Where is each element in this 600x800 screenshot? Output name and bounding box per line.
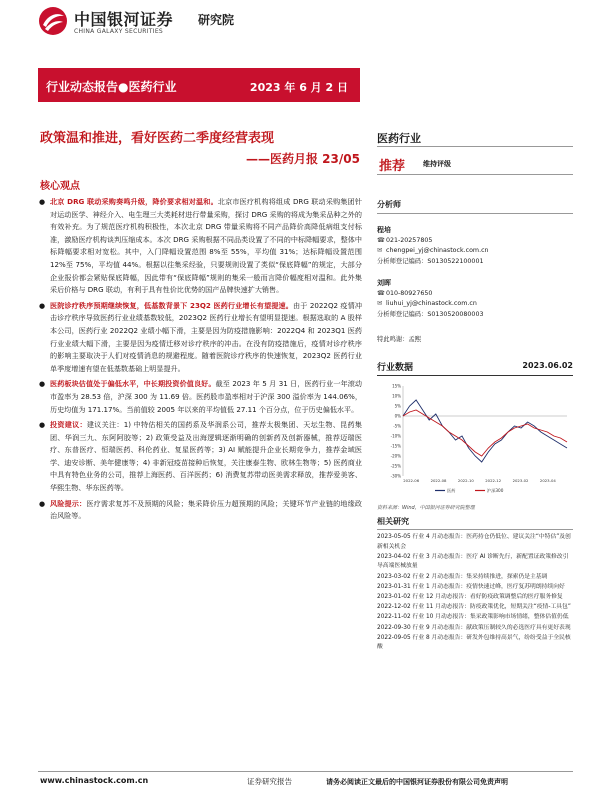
analyst-heading: 分析师 bbox=[377, 199, 573, 214]
chart-header bbox=[377, 360, 573, 376]
chart-source: 资料来源：Wind，中国银河证券研究院整理 bbox=[377, 505, 475, 511]
analyst-card bbox=[377, 278, 573, 320]
research-institute: 研究院 bbox=[198, 13, 235, 27]
acknowledgement: 特此鸣谢：孟熙 bbox=[377, 336, 422, 343]
company-logo bbox=[38, 6, 248, 36]
rating-box bbox=[377, 153, 573, 175]
y-tick-label: -10% bbox=[390, 433, 401, 439]
galaxy-logo-icon bbox=[38, 6, 68, 36]
related-item[interactable]: 2023-01-02 行业 12 月动态报告：看好防疫政策调整后的医疗服务修复 bbox=[377, 593, 563, 600]
bullet-body: 医疗需求复苏不及预期的风险；集采降价压力超预期的风险；关键环节产业链的地缘政治风险等。 bbox=[50, 498, 363, 521]
y-tick-label: -20% bbox=[390, 453, 401, 459]
report-date: 2023 年 6 月 2 日 bbox=[249, 81, 348, 94]
legend-label: 医药 bbox=[447, 488, 456, 493]
main-content bbox=[39, 196, 363, 526]
related-item[interactable]: 2023-03-02 行业 2 月动态报告：集采持续推进，探索仍是主基调 bbox=[377, 573, 548, 580]
y-tick-label: 5% bbox=[394, 403, 401, 409]
rating: 推荐 bbox=[379, 159, 406, 174]
y-tick-label: -25% bbox=[390, 463, 401, 469]
x-tick-label: 2022-10 bbox=[457, 478, 474, 483]
related-item[interactable]: 2022-09-05 行业 8 月动态报告：研发外包维持高景气，纷纷受益于全民核酸 bbox=[377, 634, 571, 651]
y-tick-label: -5% bbox=[393, 423, 401, 429]
footer-url[interactable]: www.chinastock.com.cn bbox=[40, 776, 149, 785]
sidebar bbox=[377, 130, 573, 343]
footer-divider bbox=[38, 771, 573, 772]
email-icon: ✉ bbox=[377, 247, 383, 254]
x-tick-label: 2022-06 bbox=[403, 478, 420, 483]
footer-label: 证券研究报告 bbox=[247, 777, 292, 786]
report-title: 政策温和推进，看好医药二季度经营表现 bbox=[40, 131, 275, 146]
bullet-point bbox=[39, 378, 363, 416]
chart-date: 2023.06.02 bbox=[522, 361, 573, 370]
analyst-phone: 021-20257805 bbox=[386, 236, 433, 244]
related-list bbox=[377, 533, 573, 653]
chart-heading: 行业数据 bbox=[377, 363, 414, 373]
analyst-email[interactable]: liuhui_yj@chinastock.com.cn bbox=[386, 300, 477, 307]
bullet-lead: 北京 DRG 联动采购奏鸣升级，降价要求相对温和。 bbox=[50, 197, 218, 206]
related-item[interactable]: 2023-05-05 行业 4 月动态报告：医药持仓仍低位、建议关注“中特估”及创新相关机会 bbox=[377, 534, 571, 550]
related-item[interactable]: 2022-12-02 行业 11 月动态报告：防疫政策优化，短期关注“疫情-工具包” bbox=[377, 604, 571, 611]
legend-label: 沪深300 bbox=[487, 488, 504, 493]
analyst-card bbox=[377, 225, 573, 267]
related-item[interactable]: 2023-01-31 行业 1 月动态报告：疫情快速过峰，医疗复苏明朗持续向好 bbox=[377, 583, 565, 590]
x-tick-label: 2023-02 bbox=[512, 478, 529, 483]
analyst-cert: 分析师登记编码：S0130522100001 bbox=[377, 257, 484, 265]
y-tick-label: 10% bbox=[392, 393, 401, 399]
bullet-icon: ● bbox=[39, 499, 46, 508]
bullet-icon: ● bbox=[39, 380, 46, 389]
related-item[interactable]: 2022-11-02 行业 10 月动态报告：集采政策影响市场情绪，整体估值仍低 bbox=[377, 614, 569, 621]
industry-chart bbox=[377, 380, 573, 498]
bullet-body: 北京市医疗机构将组成 DRG 联动采购集团针对运动医学、神经介入、电生理三大类耗材进行带量采购，探讨 DRG 采购的将成为集采品种之外的有效补充。为了规范医疗机构积极性，本次北京 DRG 带量采购将不同产品降价高降低病组支付标准，激励医疗机构谈判压缩成本。本次 DRG 采购根据不同品类设置了不同的中标降幅要求，整体中标降幅要求相对宽松。其中，入门降幅设置范围 8%至 55%，平均值 31%；达标降幅设置范围 12%至 75%，平均值 44%。根据以往集采经验，只要规则设置了类似“保底降幅”的规定，大部分企业报价都会紧贴保底降幅，因此带有“保底降幅”规则的集采一般而言降价幅度相对温和。此外集采后价格与 DRG 联动，有利于具有性价比优势的国产品牌快速扩大销售。 bbox=[50, 197, 362, 295]
y-tick-label: -15% bbox=[390, 443, 401, 449]
bullet-lead: 医药板块估值处于偏低水平，中长期投资价值良好。 bbox=[50, 379, 216, 389]
bullet-point bbox=[39, 498, 363, 523]
analyst-email[interactable]: chengpei_yj@chinastock.com.cn bbox=[386, 247, 489, 254]
x-tick-label: 2022-12 bbox=[485, 478, 502, 483]
email-icon: ✉ bbox=[377, 300, 383, 307]
company-name-cn: 中国银河证券 bbox=[74, 10, 174, 29]
analyst-cert: 分析师登记编码：S0130520080003 bbox=[377, 310, 484, 318]
bullet-point bbox=[39, 419, 362, 495]
bullet-body: 由于 2022Q2 疫情冲击诊疗秩序导致医药行业业绩基数较低，2023Q2 医药行业增长有望明显提速。根据选取的 A 股样本公司，医药行业 2022Q2 业绩小幅下滑，主要是因为防疫措施影响：2022Q4 和 2023Q1 医药行业业绩大幅下滑，主要是因为疫情迁移对诊疗秩序的冲击。在没有防疫措施后，疫情对诊疗秩序的影响主要取决于人们对疫情消息的规避程度。随着医院诊疗秩序的快速恢复，2023Q2 医药行业单季度增速有望在低基数基础上明显提升。 bbox=[50, 300, 362, 373]
bullet-icon: ● bbox=[39, 421, 46, 430]
bullet-body: 建议关注：1) 中特估相关的国药系及华润系公司，推荐太极集团、天坛生物、昆药集团、华润三九、东阿阿胶等；2) 政策受益及出海逻辑逐渐明确的创新药及创新器械，推荐迈瑞医疗、东普医疗、恒瑞医药、科伦药业、复星医药等；3) AI 赋能提升企业长期竞争力，推荐金域医学、迪安诊断、美年健康等；4) 非新冠疫苗接种后恢复，关注康泰生物、欧林生物等；5) 医药商业中具有特色业务的公司，推荐上海医药、百洋医药；6) 消费复苏带动医美需求释放，推荐爱美客、华熙生物、华东医药等。 bbox=[50, 420, 362, 493]
sector-name: 医药行业 bbox=[377, 130, 573, 147]
related-heading: 相关研究 bbox=[377, 516, 573, 530]
phone-icon: ☎ bbox=[377, 236, 385, 244]
bullet-icon: ● bbox=[39, 198, 46, 206]
core-views-heading: 核心观点 bbox=[40, 181, 80, 192]
x-tick-label: 2022-08 bbox=[430, 478, 447, 483]
y-tick-label: 0% bbox=[394, 413, 401, 419]
bullet-lead: 投资建议： bbox=[50, 420, 87, 430]
footer-disclaimer: 请务必阅读正文最后的中国银河证券股份有限公司免责声明 bbox=[326, 778, 508, 786]
rating-note: 维持评级 bbox=[423, 160, 451, 168]
related-item[interactable]: 2022-09-30 行业 9 月动态报告：献政策压制较久的必选医疗具有更好表现 bbox=[377, 624, 571, 631]
bullet-point bbox=[39, 300, 362, 376]
bullet-lead: 医院诊疗秩序预期继续恢复，低基数背景下 23Q2 医药行业增长有望提速。 bbox=[50, 300, 294, 310]
y-tick-label: -30% bbox=[390, 473, 401, 479]
x-tick-label: 2023-04 bbox=[539, 478, 556, 483]
analyst-phone: 010-80927650 bbox=[386, 289, 433, 297]
related-item[interactable]: 2023-04-02 行业 3 月动态报告：医疗 AI 诊断先行，新配置证政策修改引导高端医械放量 bbox=[377, 553, 569, 570]
report-banner bbox=[38, 68, 360, 102]
report-type: 行业动态报告●医药行业 bbox=[46, 80, 177, 94]
report-subtitle: ——医药月报 23/05 bbox=[246, 152, 360, 166]
bullet-body: 截至 2023 年 5 月 31 日，医药行业一年滚动市盈率为 28.53 倍，沪深 300 为 11.69 倍。医药股市盈率相对于沪深 300 溢价率为 144.06%，历史均值为 171.17%。当前值较 2005 年以来的平均值低 27.11 个百分点，位于历史偏低水平。 bbox=[50, 379, 363, 414]
phone-icon: ☎ bbox=[377, 289, 385, 297]
bullet-lead: 风险提示： bbox=[50, 498, 87, 508]
bullet-icon: ● bbox=[39, 301, 46, 310]
y-tick-label: 15% bbox=[392, 383, 401, 389]
company-name-en: CHINA GALAXY SECURITIES bbox=[74, 28, 164, 35]
analyst-name: 程培 bbox=[377, 226, 391, 234]
analyst-name: 刘晖 bbox=[377, 279, 391, 287]
bullet-point bbox=[39, 196, 362, 297]
